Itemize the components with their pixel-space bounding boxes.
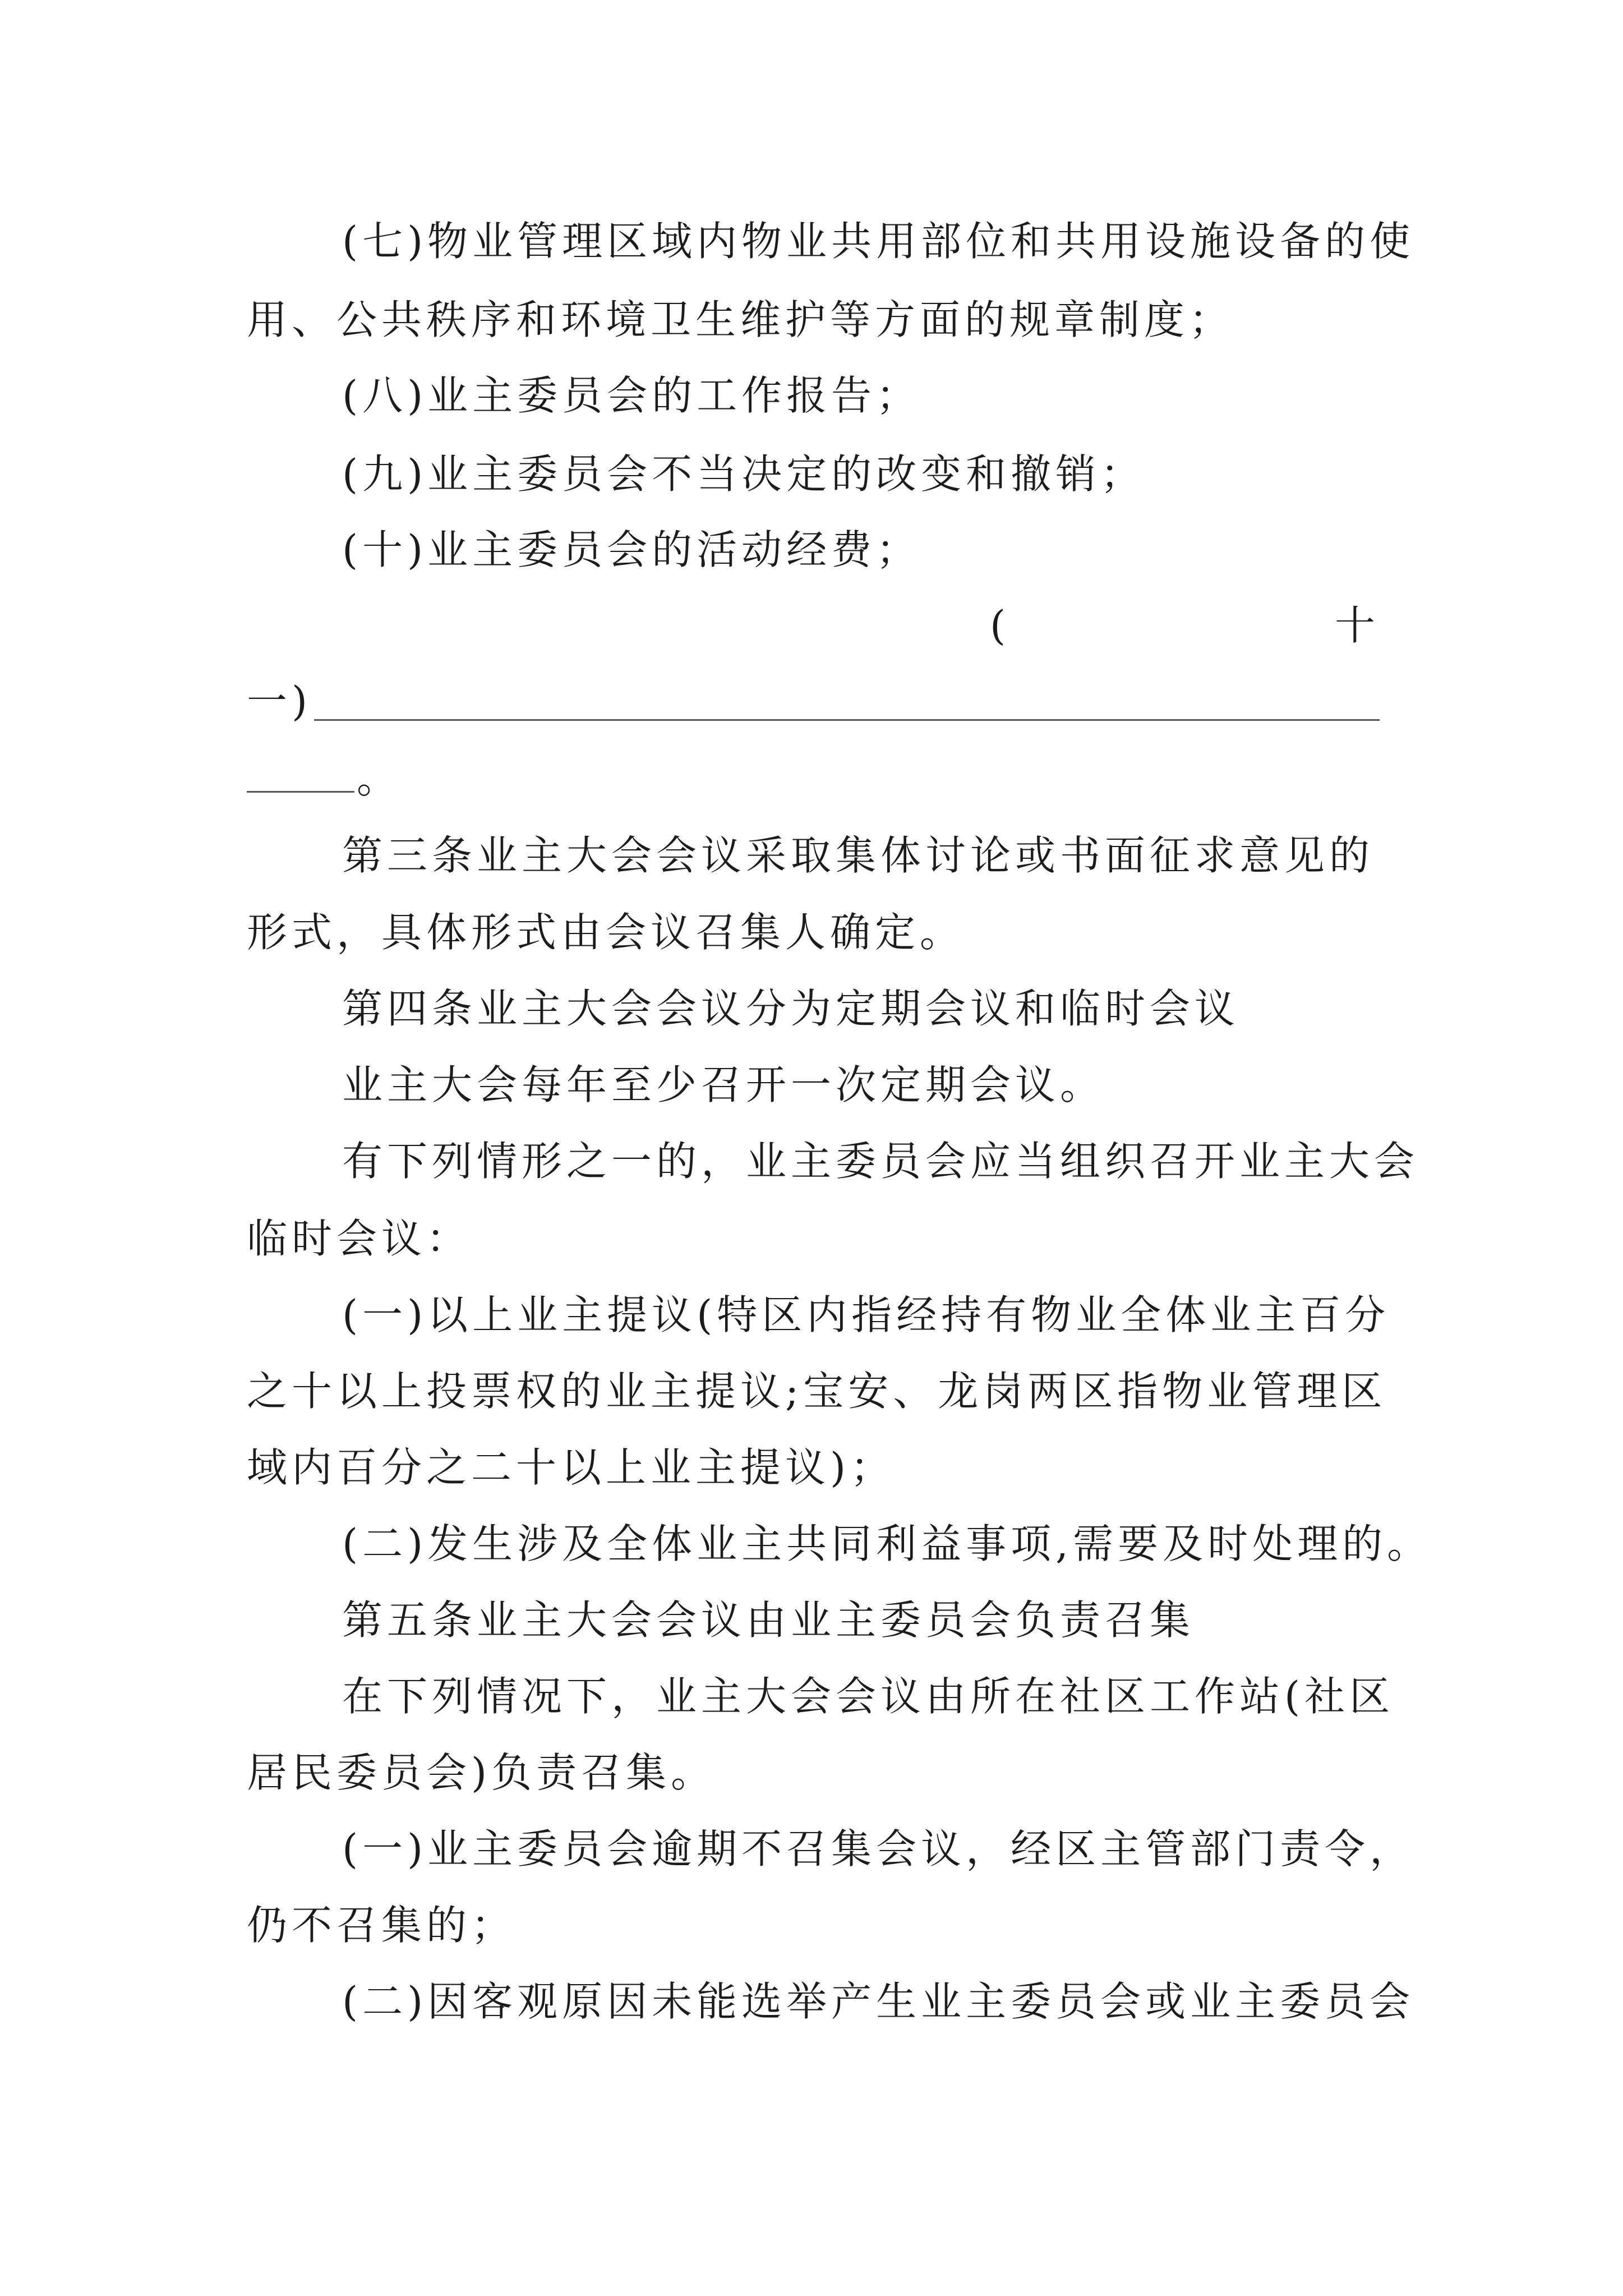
paragraph-line: 形式，具体形式由会议召集人确定。 <box>247 909 965 956</box>
paragraph-line: (二)因客观原因未能选举产生业主委员会或业主委员会 <box>342 1978 1415 2025</box>
paragraph-line: 第四条业主大会会议分为定期会议和临时会议 <box>342 985 1240 1032</box>
fill-in-blank-line-short <box>247 791 354 793</box>
paragraph-line: 临时会议： <box>247 1215 472 1262</box>
paragraph-line: 有下列情形之一的，业主委员会应当组织召开业主大会 <box>342 1138 1419 1185</box>
paragraph-line: 之十以上投票权的业主提议;宝安、龙岗两区指物业管理区 <box>247 1368 1387 1415</box>
paragraph-line: (十)业主委员会的活动经费； <box>342 526 921 573</box>
item-11-yi: 一) <box>247 678 312 725</box>
paragraph-line: 第三条业主大会会议采取集体讨论或书面征求意见的 <box>342 832 1375 879</box>
item-11-open-paren: ( <box>990 602 1006 649</box>
paragraph-line: 居民委员会)负责召集。 <box>247 1749 716 1796</box>
item-11-shi: 十 <box>1335 602 1376 649</box>
paragraph-line: (七)物业管理区域内物业共用部位和共用设施设备的使 <box>342 218 1415 265</box>
paragraph-line: (二)发生涉及全体业主共同利益事项,需要及时处理的。 <box>342 1520 1432 1567</box>
paragraph-line: 业主大会每年至少召开一次定期会议。 <box>342 1061 1105 1108</box>
paragraph-line: (一)业主委员会逾期不召集会议，经区主管部门责令， <box>342 1825 1415 1872</box>
item-11-period: 。 <box>357 755 398 802</box>
paragraph-line: (八)业主委员会的工作报告； <box>342 372 921 419</box>
paragraph-line: 域内百分之二十以上业主提议)； <box>247 1444 896 1491</box>
paragraph-line: 用、公共秩序和环境卫生维护等方面的规章制度； <box>247 296 1234 343</box>
paragraph-line: (一)以上业主提议(特区内指经持有物业全体业主百分 <box>342 1291 1390 1338</box>
paragraph-line: 第五条业主大会会议由业主委员会负责召集 <box>342 1596 1195 1644</box>
fill-in-blank-line <box>314 719 1380 721</box>
paragraph-line: (九)业主委员会不当决定的改变和撤销； <box>342 450 1146 498</box>
paragraph-line: 在下列情况下，业主大会会议由所在社区工作站(社区 <box>342 1673 1395 1720</box>
paragraph-line: 仍不召集的； <box>247 1902 517 1949</box>
